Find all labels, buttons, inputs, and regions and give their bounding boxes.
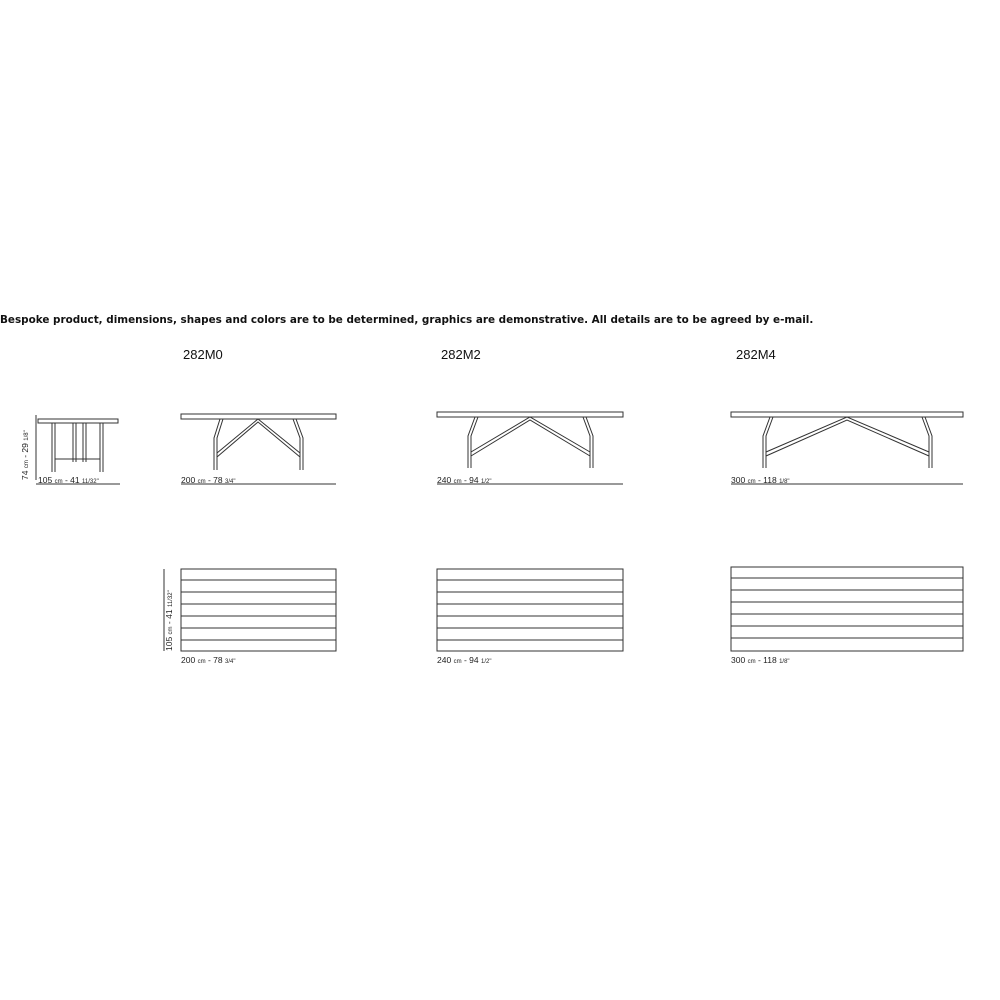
end-elevation-drawing <box>36 415 120 484</box>
top-view-282m2 <box>437 569 623 651</box>
model-label-282m2: 282M2 <box>441 347 481 362</box>
top-view-282m4 <box>731 567 963 651</box>
top-length-dimension-282m0: 200 cm - 78 3/4" <box>181 655 236 665</box>
top-depth-dimension: 105 cm - 41 11/32" <box>164 590 174 651</box>
length-dimension-282m2: 240 cm - 94 1/2" <box>437 475 492 485</box>
top-view-282m0 <box>164 569 336 651</box>
top-length-dimension-282m2: 240 cm - 94 1/2" <box>437 655 492 665</box>
front-elevation-282m4 <box>731 412 963 484</box>
side-width-dimension: 105 cm - 41 11/32" <box>38 475 99 485</box>
top-length-dimension-282m4: 300 cm - 118 1/8" <box>731 655 790 665</box>
front-elevation-282m2 <box>437 412 623 484</box>
model-label-282m0: 282M0 <box>183 347 223 362</box>
length-dimension-282m4: 300 cm - 118 1/8" <box>731 475 790 485</box>
model-label-282m4: 282M4 <box>736 347 776 362</box>
disclaimer-text: Bespoke product, dimensions, shapes and colors are to be determined, graphics are demonstrative. All details are to be agreed by e-mail. <box>0 314 814 326</box>
side-height-dimension: 74 cm - 29 1/8" <box>20 430 30 480</box>
front-elevation-282m0 <box>181 414 336 484</box>
length-dimension-282m0: 200 cm - 78 3/4" <box>181 475 236 485</box>
